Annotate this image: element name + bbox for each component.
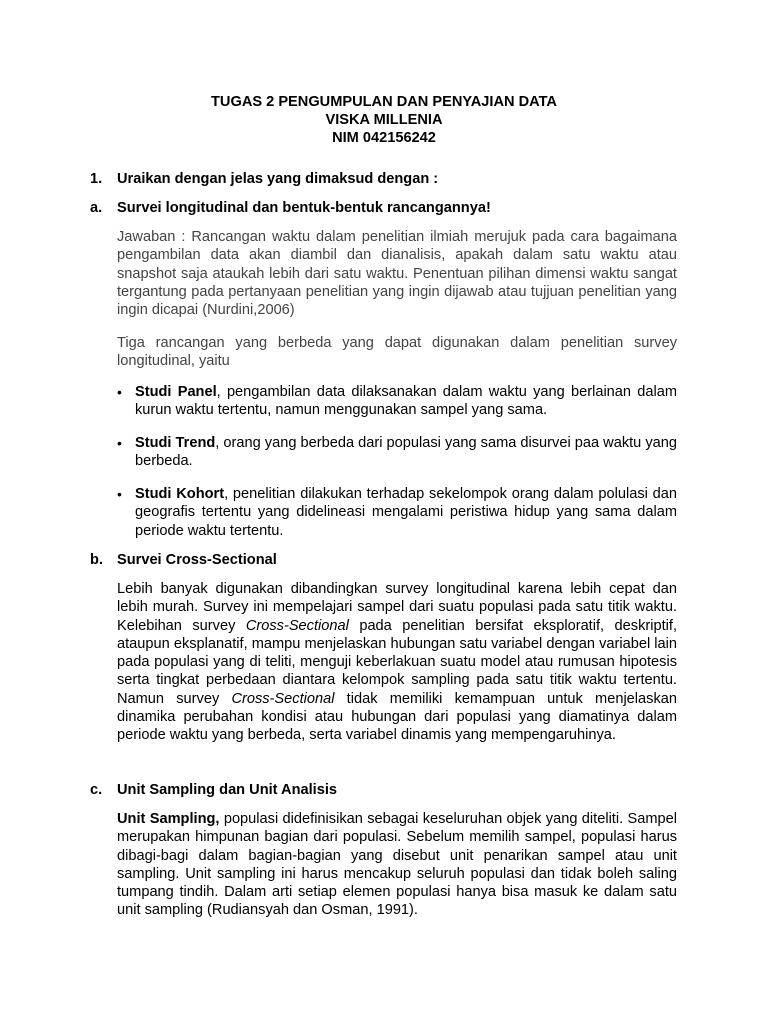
section-c-title: Unit Sampling dan Unit Analisis — [117, 782, 338, 798]
section-a-answer — [117, 228, 677, 319]
student-nim: NIM 042156242 — [332, 130, 436, 146]
bullet-term: Studi Kohort — [135, 486, 225, 502]
section-c-letter: c. — [90, 782, 103, 798]
bullet-description: , pengambilan data dilaksanakan dalam waktu yang berlainan dalam kurun waktu tertentu, namun menggunakan sampel yang sama. — [135, 384, 678, 419]
student-name: VISKA MILLENIA — [325, 112, 443, 128]
bullet-term: Studi Trend — [135, 435, 216, 451]
answer-label: Jawaban — [117, 229, 176, 245]
bullet-text — [135, 434, 677, 471]
section-b-text-2: pada penelitian bersifat eksploratif, deskriptif, ataupun eksplanatif, mampu menjelaskan hubungan satu variabel dengan variabel lain pada populasi yang di teliti, menguji keberlakuan suatu model atau rumusan hipotesis serta tingkat perbedaan diantara kelompok sampling pada satu titik waktu tertentu. Namun survey — [117, 617, 678, 707]
section-b-text-3: tidak memiliki kemampuan untuk menjelaskan dinamika perubahan kondisi atau hubungan dari populasi yang diamatinya dalam periode waktu yang berbeda, serta variabel dinamis yang mempengaruhinya. — [117, 690, 677, 744]
bullet-glyph: • — [117, 384, 122, 400]
section-b-title: Survei Cross-Sectional — [117, 552, 277, 568]
question-number: 1. — [90, 171, 103, 187]
bullet-text — [135, 485, 677, 540]
bullet-term: Studi Panel — [135, 384, 217, 400]
section-a-intro: Tiga rancangan yang berbeda yang dapat digunakan dalam penelitian survey longitudinal, yaitu — [117, 335, 677, 370]
section-b-emphasis-1: Cross-Sectional — [245, 617, 349, 634]
section-b-emphasis-2: Cross-Sectional — [231, 690, 335, 707]
section-b-text-1: Lebih banyak digunakan dibandingkan survey longitudinal karena lebih cepat dan lebih murah. Survey ini mempelajari sampel dari suatu populasi pada satu titik waktu. Kelebihan survey — [117, 581, 677, 634]
document-title: TUGAS 2 PENGUMPULAN DAN PENYAJIAN DATA — [211, 94, 557, 110]
bullet-glyph: • — [117, 435, 122, 451]
bullet-glyph: • — [117, 486, 122, 502]
section-a-title: Survei longitudinal dan bentuk-bentuk rancangannya! — [117, 200, 491, 216]
question-text: Uraikan dengan jelas yang dimaksud dengan : — [117, 171, 439, 187]
section-b-paragraph — [117, 580, 677, 745]
bullet-description: , orang yang berbeda dari populasi yang sama disurvei paa waktu yang berbeda. — [135, 435, 678, 470]
section-a-letter: a. — [90, 200, 103, 216]
section-c-text: populasi didefinisikan sebagai keseluruhan objek yang diteliti. Sampel merupakan himpunan bagian dari populasi. Sebelum memilih sampel, populasi harus dibagi-bagi dalam bagian-bagian yang disebut unit penarikan sampel atau unit sampling. Unit sampling ini harus mencakup seluruh populasi dan tidak boleh saling tumpang tindih. Dalam arti setiap elemen populasi hanya bisa masuk ke dalam satu unit sampling (Rudiansyah dan Osman, 1991). — [117, 811, 677, 919]
section-c-paragraph — [117, 810, 677, 920]
answer-text: : Rancangan waktu dalam penelitian ilmiah merujuk pada cara bagaimana pengambilan data akan diambil dan dianalisis, apakah dalam satu waktu atau snapshot saja ataukah lebih dari satu waktu. Penentuan pilihan dimensi waktu sangat tergantung pada pertanyaan penelitian yang ingin dijawab atau tujjuan penelitian yang ingin dicapai (Nurdini,2006) — [117, 229, 677, 319]
section-c-term: Unit Sampling, — [117, 811, 220, 827]
section-b-letter: b. — [90, 552, 103, 568]
bullet-text — [135, 383, 677, 420]
bullet-description: , penelitian dilakukan terhadap sekelompok orang dalam polulasi dan geografis tertentu yang didelineasi mengalami peristiwa hidup yang sama dalam periode waktu tertentu. — [135, 486, 677, 539]
